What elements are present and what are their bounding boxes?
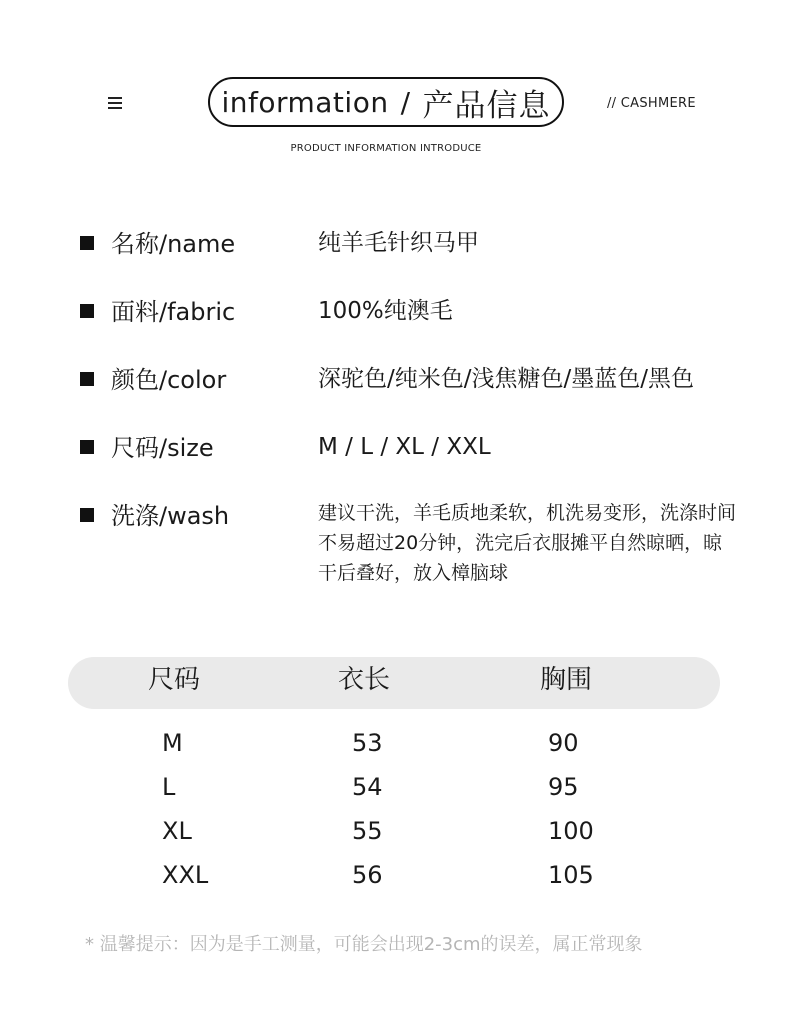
cell-length: 53 xyxy=(352,729,383,757)
info-value: 建议干洗，羊毛质地柔软，机洗易变形，洗涤时间不易超过20分钟，洗完后衣服摊平自然晾晒，晾干后叠好，放入樟脑球 xyxy=(318,502,737,584)
cell-length: 56 xyxy=(352,861,383,889)
bullet-square-icon xyxy=(80,440,94,454)
bullet-square-icon xyxy=(80,236,94,250)
title-pill xyxy=(208,77,564,127)
info-label: 名称/name xyxy=(111,230,236,258)
info-label: 尺码/size xyxy=(111,434,214,462)
title-en: information xyxy=(221,85,389,119)
info-value: 深驼色/纯米色/浅焦糖色/墨蓝色/黑色 xyxy=(318,366,694,392)
info-value: 100%纯澳毛 xyxy=(318,298,453,324)
cell-size: L xyxy=(162,773,176,801)
bullet-square-icon xyxy=(80,372,94,386)
cell-chest: 105 xyxy=(548,861,594,889)
cell-chest: 100 xyxy=(548,817,594,845)
cell-size: M xyxy=(162,729,183,757)
col-header-size: 尺码 xyxy=(148,665,201,695)
title-cn: 产品信息 xyxy=(422,87,551,124)
menu-icon xyxy=(108,97,122,109)
info-value: M / L / XL / XXL xyxy=(318,434,491,460)
measurement-note: * 温馨提示：因为是手工测量，可能会出现2-3cm的误差，属正常现象 xyxy=(85,934,643,955)
cell-chest: 95 xyxy=(548,773,579,801)
info-value: 纯羊毛针织马甲 xyxy=(318,230,479,256)
page-subtitle: PRODUCT INFORMATION INTRODUCE xyxy=(290,143,482,154)
bullet-square-icon xyxy=(80,304,94,318)
cell-length: 54 xyxy=(352,773,383,801)
title-separator: / xyxy=(400,85,411,119)
info-label: 洗涤/wash xyxy=(111,502,230,530)
cell-length: 55 xyxy=(352,817,383,845)
cell-size: XXL xyxy=(162,861,209,889)
cell-chest: 90 xyxy=(548,729,579,757)
bullet-square-icon xyxy=(80,508,94,522)
cell-size: XL xyxy=(162,817,192,845)
col-header-chest: 胸围 xyxy=(540,665,593,695)
info-label: 颜色/color xyxy=(111,366,227,394)
info-label: 面料/fabric xyxy=(111,298,236,326)
brand-label: // CASHMERE xyxy=(607,96,696,111)
col-header-length: 衣长 xyxy=(338,665,391,695)
